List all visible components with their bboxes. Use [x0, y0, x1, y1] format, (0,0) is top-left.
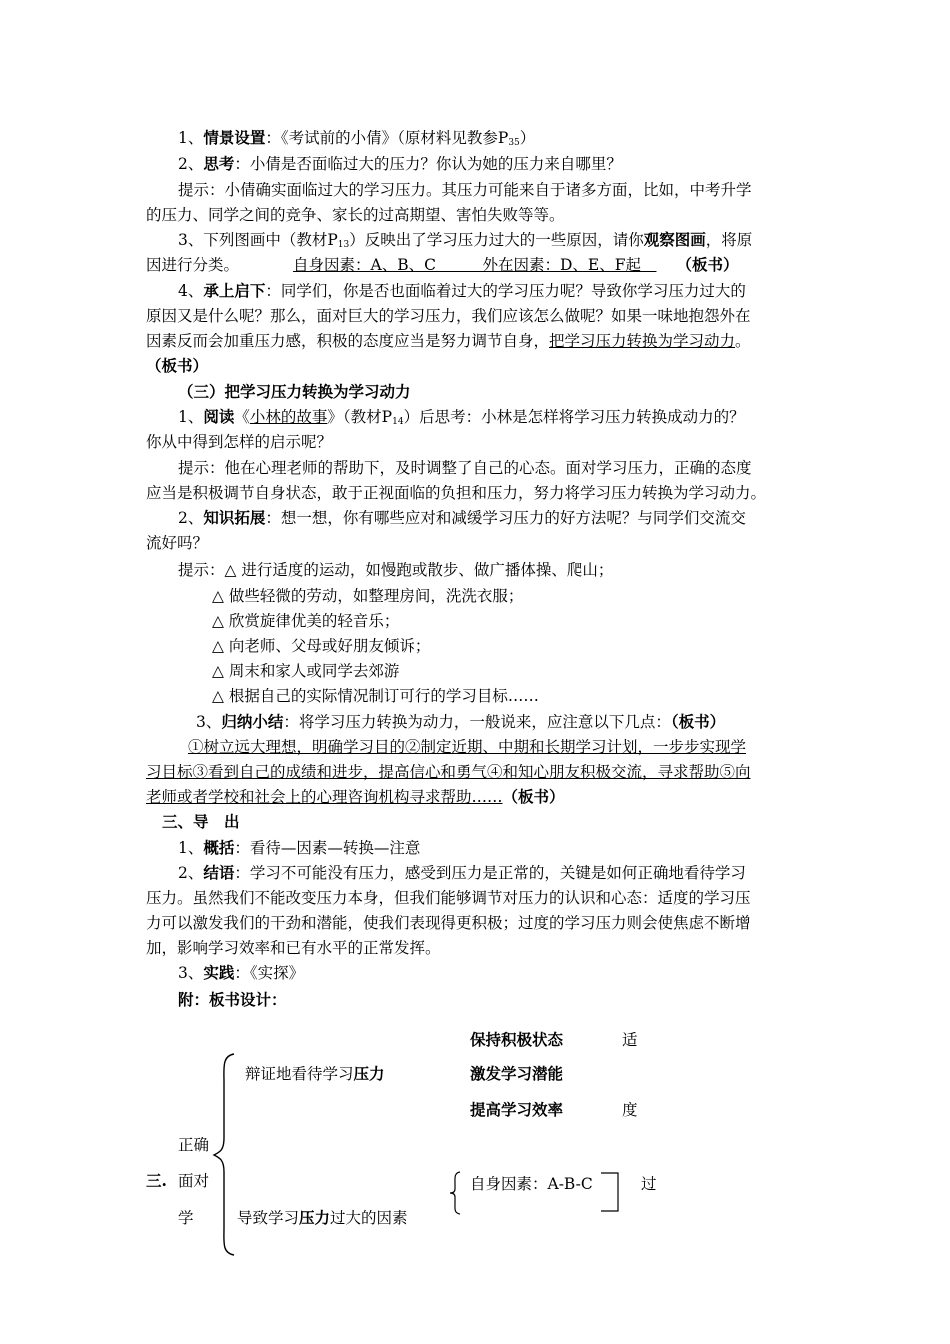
summary-points-text: 老师或者学校和社会上的心理咨询机构寻求帮助…… — [146, 788, 503, 806]
board-item: 保持积极状态 — [470, 1030, 564, 1049]
key-conclusion: 把学习压力转换为学习动力 — [549, 332, 736, 350]
section-heading: （三）把学习压力转换为学习动力 — [178, 382, 411, 401]
item-text: ：《实探》 — [234, 964, 305, 982]
text-line: 加，影响学习效率和已有水平的正常发挥。 — [146, 939, 441, 957]
item-text: 《 — [234, 408, 250, 426]
text-line: 力可以激发我们的干劲和潜能，使我们表现得更积极；过度的学习压力则会使焦虑不断增 — [146, 914, 751, 932]
board-text: 导致学习 — [237, 1209, 300, 1227]
item-text: ）后思考：小林是怎样将学习压力转换成动力的？ — [403, 408, 745, 426]
board-label: 面对 — [178, 1172, 210, 1190]
item-number: 2、 — [178, 864, 204, 882]
page-ref: 35 — [508, 138, 520, 148]
board-keyword: 压力 — [299, 1208, 331, 1227]
board-side-char: 适 — [622, 1031, 638, 1049]
summary-points-line — [146, 787, 565, 807]
hint-line: 提示：小倩确实面临过大的学习压力。其压力可能来自于诸多方面，比如，中考升学 — [178, 181, 752, 199]
item-number: 1、 — [178, 839, 204, 857]
text-line: 你从中得到怎样的启示呢？ — [146, 433, 333, 451]
board-item — [237, 1208, 408, 1228]
board-text: 辩证地看待学习 — [245, 1065, 354, 1083]
para-think — [178, 154, 622, 174]
classification-answer: 自身因素：A、B、C 外在因素：D、E、F起 — [293, 256, 657, 274]
board-label: 正确 — [178, 1136, 210, 1154]
text-line: 压力。虽然我们不能改变压力本身，但我们能够调节对压力的认识和心态：适度的学习压 — [146, 889, 751, 907]
hint-line: 应当是积极调节自身状态，敢于正视面临的负担和压力，努力将学习压力转换为学习动力。 — [146, 484, 767, 502]
item-text-end: ） — [519, 129, 536, 147]
text-line: 流好吗？ — [146, 534, 209, 552]
story-title: 小林的故事 — [249, 408, 328, 426]
summary-points-line: ①树立远大理想，明确学习目的②制定近期、中期和长期学习计划，一步步实现学 — [188, 738, 747, 756]
item-number: 2、 — [178, 155, 204, 173]
board-label: 学 — [178, 1209, 194, 1227]
item-heading: 阅读 — [203, 407, 235, 426]
para-conclusion — [178, 863, 746, 883]
item-heading: 思考 — [203, 154, 235, 173]
item-number: 1、 — [178, 129, 204, 147]
para-practice — [178, 963, 304, 983]
item-number: 1、 — [178, 408, 204, 426]
section-heading: 三、导 出 — [162, 812, 240, 831]
item-heading: 知识拓展 — [203, 508, 266, 527]
tip-item: △ 周末和家人或同学去郊游 — [212, 662, 400, 680]
tip-item: △ 做些轻微的劳动，如整理房间，洗洗衣服； — [212, 587, 524, 605]
item-heading: 承上启下 — [203, 281, 266, 300]
tip-item: 提示：△ 进行适度的运动，如慢跑或散步、做广播体操、爬山； — [178, 561, 614, 579]
item-number: 4、 — [178, 282, 204, 300]
para-summary — [196, 712, 725, 732]
item-text: 因素反而会加重压力感，积极的态度应当是努力调节自身， — [146, 332, 550, 350]
item-text: ：小倩是否面临过大的压力？你认为她的压力来自哪里？ — [234, 155, 622, 173]
para-classify-line2 — [146, 255, 738, 275]
item-heading: 情景设置 — [203, 128, 266, 147]
para-summary-keywords — [178, 838, 420, 858]
item-text: 》（教材P — [327, 408, 393, 426]
item-text: 因进行分类。 — [146, 256, 240, 274]
board-item: 提高学习效率 — [470, 1100, 564, 1119]
item-text: ：看待—因素—转换—注意 — [234, 839, 421, 857]
item-number: 2、 — [178, 509, 204, 527]
item-text: ：同学们，你是否也面临着过大的学习压力呢？导致你学习压力过大的 — [265, 282, 746, 300]
hint-line: 的压力、同学之间的竞争、家长的过高期望、害怕失败等等。 — [146, 206, 565, 224]
board-keyword: 压力 — [353, 1064, 385, 1083]
item-emphasis: 观察图画 — [643, 230, 706, 249]
board-item — [245, 1064, 385, 1084]
para-classify — [178, 230, 752, 255]
tip-item: △ 根据自己的实际情况制订可行的学习目标…… — [212, 687, 539, 705]
board-text: 过大的因素 — [330, 1209, 408, 1227]
text-line — [146, 331, 751, 351]
para-reading — [178, 407, 745, 432]
para-transition — [178, 281, 746, 301]
summary-points-text: 习目标③看到自己的成绩和进步，提高信心和勇气④和知心朋友积极交流，寻求帮助⑤向 — [146, 763, 751, 781]
item-text: ：想一想，你有哪些应对和减缓学习压力的好方法呢？与同学们交流交 — [265, 509, 746, 527]
blackboard-tag: （板书） — [676, 255, 739, 274]
board-label: 三. — [146, 1171, 167, 1190]
item-number: 3、 — [196, 713, 222, 731]
item-text: ：将学习压力转换为动力，一般说来，应注意以下几点： — [283, 713, 671, 731]
para-scenario — [178, 128, 535, 153]
blackboard-tag: （板书） — [670, 712, 726, 731]
item-text: 3、下列图画中（教材P — [178, 231, 338, 249]
tip-item: △ 向老师、父母或好朋友倾诉； — [212, 637, 431, 655]
blackboard-tag: （板书） — [502, 787, 565, 806]
large-brace — [212, 1052, 242, 1257]
item-heading: 归纳小结 — [221, 712, 284, 731]
item-heading: 概括 — [203, 838, 235, 857]
blackboard-tag: （板书） — [146, 356, 209, 375]
page-ref: 14 — [392, 417, 404, 427]
summary-points-line — [146, 762, 751, 782]
item-text: ，将原 — [705, 231, 753, 249]
item-number: 3、 — [178, 964, 204, 982]
hint-line: 提示：他在心理老师的帮助下，及时调整了自己的心态。面对学习压力，正确的态度 — [178, 459, 752, 477]
board-item: 自身因素：A-B-C — [470, 1175, 593, 1193]
board-design-heading: 附：板书设计： — [178, 990, 287, 1009]
board-item: 激发学习潜能 — [470, 1064, 564, 1083]
item-heading: 实践 — [203, 963, 235, 982]
board-side-char: 度 — [622, 1101, 638, 1119]
board-side-char: 过 — [641, 1175, 657, 1193]
item-text: ：《考试前的小倩》（原材料见教参P — [265, 129, 509, 147]
tip-item: △ 欣赏旋律优美的轻音乐； — [212, 612, 400, 630]
item-text-end: 。 — [735, 332, 751, 350]
right-bracket — [598, 1163, 624, 1215]
small-brace — [448, 1170, 462, 1216]
text-line: 原因又是什么呢？那么，面对巨大的学习压力，我们应该怎么做呢？如果一味地抱怨外在 — [146, 307, 751, 325]
item-text: ：学习不可能没有压力，感受到压力是正常的，关键是如何正确地看待学习 — [234, 864, 746, 882]
page-ref: 13 — [337, 240, 350, 250]
item-text: ）反映出了学习压力过大的一些原因，请你 — [349, 231, 644, 249]
para-extension — [178, 508, 746, 528]
item-heading: 结语 — [203, 863, 235, 882]
